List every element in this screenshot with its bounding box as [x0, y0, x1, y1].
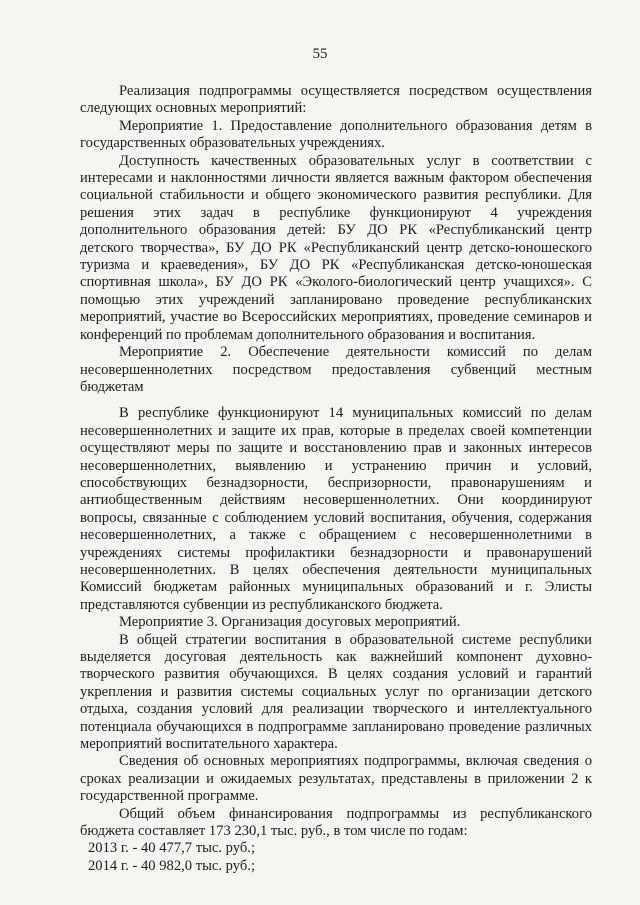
document-body	[80, 83, 592, 875]
paragraph-measure-1-title: Мероприятие 1. Предоставление дополнительного образования детям в государственных образовательных учреждениях.	[80, 117, 592, 152]
financing-year-2013: 2013 г. - 40 477,7 тыс. руб.;	[88, 840, 256, 857]
paragraph-measure-2-body: В республике функционируют 14 муниципальных комиссий по делам несовершеннолетних и защите их прав, которые в пределах своей компетенции осуществляют меры по защите и восстановлению прав и законных интересов несовершеннолетних, выявлению и устранению причин и условий, способствующих безнадзорности, беспризорности, правонарушениям и антиобщественным действиям несовершеннолетних. Они координируют вопросы, связанные с соблюдением условий воспитания, обучения, содержания несовершеннолетних, а также с обращением с несовершеннолетними в учреждениях системы профилактики безнадзорности и правонарушений несовершеннолетних. В целях обеспечения деятельности муниципальных Комиссий бюджетам районных муниципальных образований и г. Элисты представляются субвенции из республиканского бюджета.	[80, 405, 592, 613]
paragraph-financing: Общий объем финансирования подпрограммы из республиканского бюджета составляет 173 230,1 тыс. руб., в том числе по годам:	[80, 805, 592, 840]
page-number: 55	[312, 46, 328, 62]
paragraph-measure-3-title: Мероприятие 3. Организация досуговых мероприятий.	[119, 614, 461, 631]
paragraph-intro: Реализация подпрограммы осуществляется посредством осуществления следующих основных мероприятий:	[80, 83, 592, 117]
paragraph-measure-3-body: В общей стратегии воспитания в образовательной системе республики выделяется досуговая деятельность как важнейший компонент духовно-творческого развития обучающихся. В целях создания условий и гарантий укрепления и развития системы социальных услуг по организации детского отдыха, создания условий для реализации творческого и интеллектуального потенциала обучающихся в подпрограмме запланировано проведение различных мероприятий воспитательного характера.	[80, 631, 592, 753]
paragraph-measure-1-body: Доступность качественных образовательных услуг в соответствии с интересами и наклонностями личности является важным фактором обеспечения социальной стабильности и общего экономического развития республики. Для решения этих задач в республике функционируют 4 учреждения дополнительного образования детей: БУ ДО РК «Республиканский центр детского творчества», БУ ДО РК «Республиканский центр детско-юношеского туризма и краеведения», БУ ДО РК «Республиканская детско-юношеская спортивная школа», БУ ДО РК «Эколого-биологический центр учащихся». С помощью этих учреждений запланировано проведение республиканских мероприятий, участие во Всероссийских мероприятиях, проведение семинаров и конференций по проблемам дополнительного образования и воспитания.	[80, 152, 592, 343]
paragraph-measure-2-title: Мероприятие 2. Обеспечение деятельности комиссий по делам несовершеннолетних посредством предоставления субвенций местным бюджетам	[80, 344, 592, 395]
paragraph-appendix-reference: Сведения об основных мероприятиях подпрограммы, включая сведения о сроках реализации и ожидаемых результатах, представлены в приложении 2 к государственной программе.	[80, 753, 592, 805]
financing-year-2014: 2014 г. - 40 982,0 тыс. руб.;	[88, 857, 256, 874]
